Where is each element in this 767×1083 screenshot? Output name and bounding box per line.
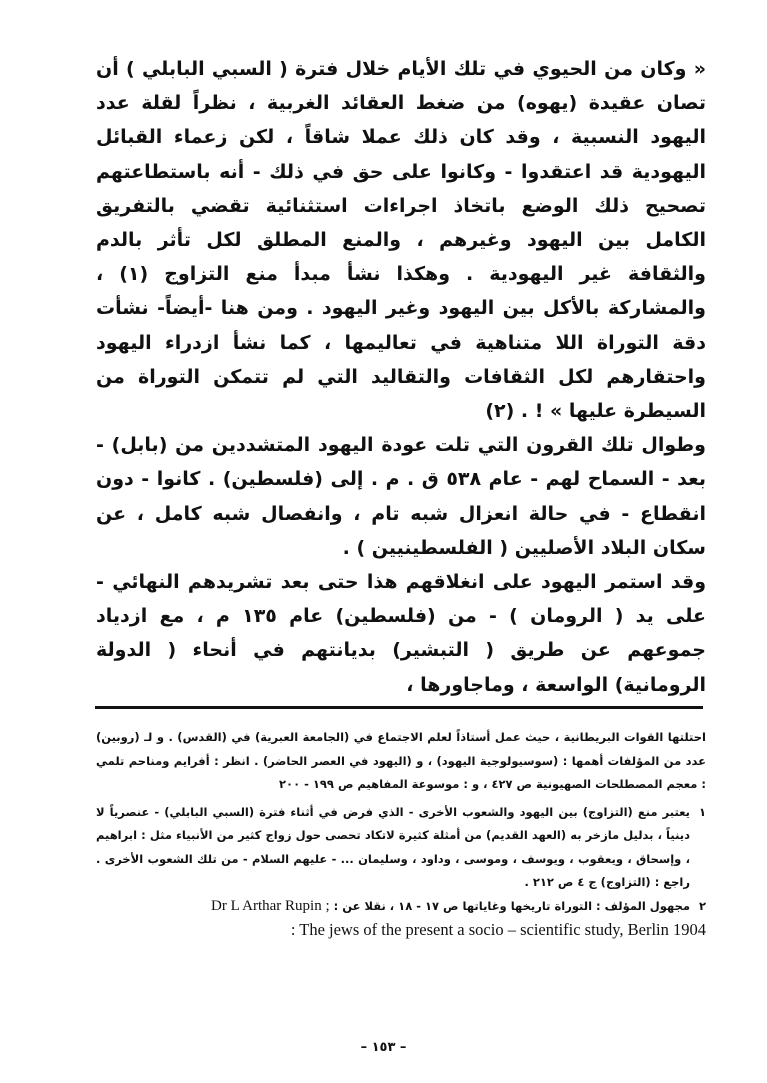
footnote-1-number: ١ bbox=[698, 804, 706, 819]
footnote-2-number: ٢ bbox=[698, 898, 706, 913]
footnote-2-text: مجهول المؤلف : التوراة تاريخها وغاياتها ص ١٧ - ١٨ ، نقلا عن : bbox=[333, 898, 690, 913]
footnote-1 bbox=[96, 801, 706, 895]
page-number: – ١٥٣ – bbox=[360, 1040, 407, 1055]
footnote-continuation: احتلتها القوات البريطانية ، حيث عمل أستاذاً لعلم الاجتماع في (الجامعة العبرية) في (القدس) . و لـ (روبين) عدد من المؤلفات أهمها : (سوسيولوجية اليهود) ، و (اليهود في العصر الحاضر) . انظر : أفرايم ومناحم تلمي : معجم المصطلحات الصهيونية ص ٤٢٧ ، و : موسوعة المفاهيم ص ١٩٩ - ٢٠٠ bbox=[96, 730, 706, 791]
footnote-2-latin-title: : The jews of the present a socio – scientific study, Berlin 1904 bbox=[290, 920, 706, 939]
footnote-2 bbox=[96, 895, 706, 919]
footnotes bbox=[96, 726, 706, 942]
footnote-2-latin-author: Dr L Arthar Rupin ; bbox=[211, 897, 330, 914]
paragraph-quote: « وكان من الحيوي في تلك الأيام خلال فترة ( السبي البابلي ) أن تصان عقيدة (يهوه) من ضغط العقائد الغربية ، نظراً لقلة عدد اليهود النسبية ، وقد كان ذلك عملا شاقاً ، لكن زعماء القبائل اليهودية قد اعتقدوا - وكانوا على حق في ذلك - أنه باستطاعتهم تصحيح ذلك الوضع باتخاذ اجراءات استثنائية تقضي بالتفريق الكامل بين اليهود وغيرهم ، والمنع المطلق لكل تأثر بالدم والثقافة غير اليهودية . وهكذا نشأ مبدأ منع التزاوج (١) ، والمشاركة بالأكل بين اليهود وغير اليهود . ومن هنا -أيضاً- نشأت دقة التوراة اللا متناهية في تعاليمها ، كما نشأ ازدراء اليهود واحتقارهم لكل الثقافات والتقاليد التي لم تتمكن التوراة من السيطرة عليها » ! . (٢) bbox=[96, 58, 706, 423]
paragraph-centuries: وطوال تلك القرون التي تلت عودة اليهود المتشددين من (بابل) - بعد - السماح لهم - عام ٥٣٨ ق . م . إلى (فلسطين) . كانوا - دون انقطاع - في حالة انعزال شبه تام ، وانفصال شبه كامل ، عن سكان البلاد الأصليين ( الفلسطينيين ) . bbox=[96, 434, 706, 559]
footnote-separator bbox=[95, 706, 703, 709]
paragraph-romans: وقد استمر اليهود على انغلاقهم هذا حتى بعد تشريدهم النهائي - على يد ( الرومان ) - من (فلسطين) عام ١٣٥ م ، مع ازدياد جموعهم عن طريق ( التبشير) بديانتهم في أنحاء ( الدولة الرومانية) الواسعة ، وماجاورها ، bbox=[96, 571, 707, 696]
footnote-1-text: يعتبر منع (التزاوج) بين اليهود والشعوب الأخرى - الذي فرض في أثناء فترة (السبي البابلي) - عنصرياً لا دينياً ، بدليل مازخر به (العهد القديم) من أمثلة كثيرة لاتكاد تحصى حول زواج كثير من الأنبياء مثل : ابراهيم ، وإسحاق ، ويعقوب ، ويوسف ، وموسى ، وداود ، وسليمان ... - عليهم السلام - من تلك الشعوب الأخرى . راجع : (التزاوج) ج ٤ ص ٢١٢ . bbox=[96, 804, 690, 889]
main-text bbox=[96, 52, 706, 702]
